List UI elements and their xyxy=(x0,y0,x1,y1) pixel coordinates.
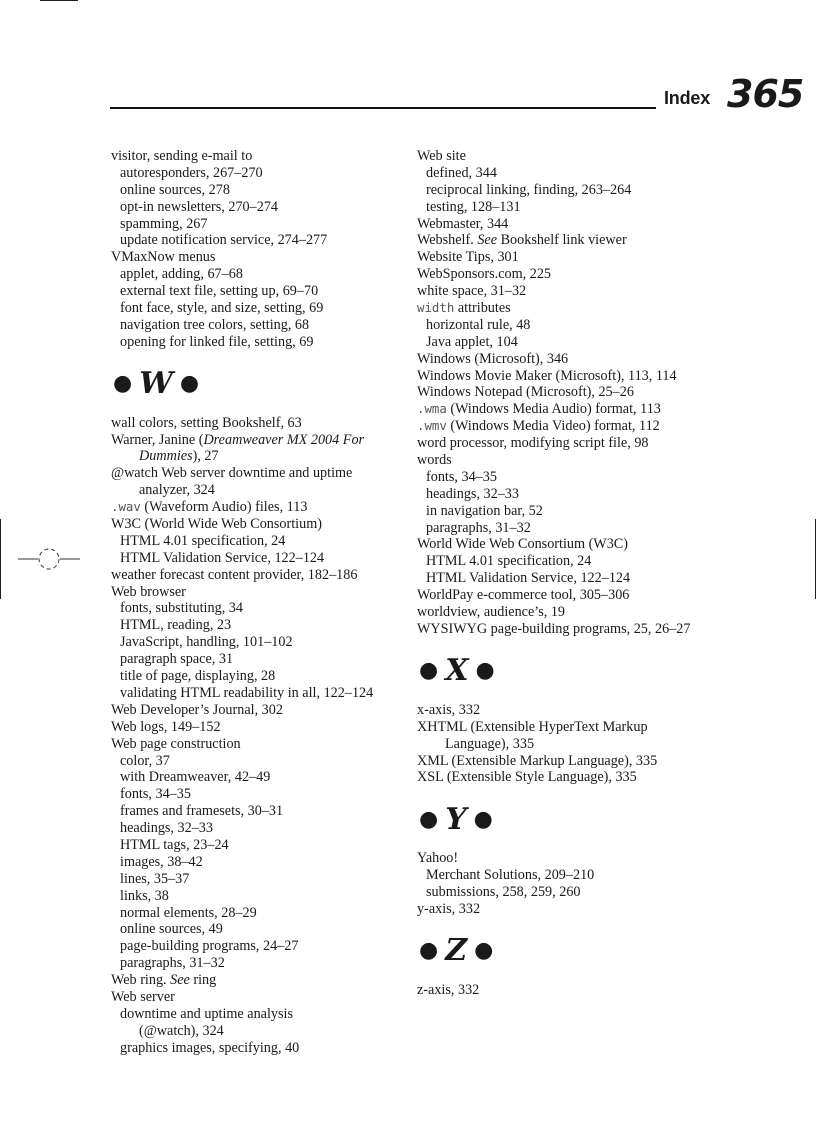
entry-text: defined, 344 xyxy=(426,164,497,181)
index-entry xyxy=(111,465,401,482)
index-entry xyxy=(417,283,747,300)
index-entry-continuation xyxy=(111,482,401,499)
index-subentry xyxy=(111,753,401,770)
section-heading-y: ● Y ● xyxy=(419,801,493,837)
entry-text: HTML Validation Service, 122–124 xyxy=(120,549,325,566)
section-heading-w: ● W ● xyxy=(113,366,200,402)
index-subentry xyxy=(111,199,401,216)
entry-text: spamming, 267 xyxy=(120,215,208,232)
index-entry-continuation xyxy=(111,1023,401,1040)
entry-text: fonts, substituting, 34 xyxy=(120,600,243,617)
entry-text: VMaxNow menus xyxy=(111,249,216,266)
entry-text: (Waveform Audio) files, 113 xyxy=(140,499,308,516)
index-entry xyxy=(417,266,747,283)
index-subentry xyxy=(111,533,401,550)
entry-text: paragraphs, 31–32 xyxy=(120,955,225,972)
index-subentry xyxy=(417,553,747,570)
section-heading-x: ● X ● xyxy=(419,653,495,689)
index-entry-continuation xyxy=(417,736,747,753)
entry-text: HTML 4.01 specification, 24 xyxy=(426,553,592,570)
index-subentry xyxy=(417,486,747,503)
entry-text: Webshelf. xyxy=(417,232,478,249)
index-subentry xyxy=(111,182,401,199)
entry-text: online sources, 49 xyxy=(120,921,223,938)
entry-text: Merchant Solutions, 209–210 xyxy=(426,867,595,884)
entry-text: XSL (Extensible Style Language), 335 xyxy=(417,769,637,786)
index-entry xyxy=(417,368,747,385)
index-subentry xyxy=(111,685,401,702)
entry-text: page-building programs, 24–27 xyxy=(120,938,299,955)
entry-text: Web page construction xyxy=(111,735,241,752)
index-entry xyxy=(417,249,747,266)
entry-text: WYSIWYG page-building programs, 25, 26–27 xyxy=(417,620,691,637)
entry-text: analyzer, 324 xyxy=(139,482,215,499)
index-subentry xyxy=(111,651,401,668)
index-entries xyxy=(111,148,401,351)
entry-text: WebSponsors.com, 225 xyxy=(417,266,552,283)
code-term: .wmv xyxy=(417,418,447,434)
index-subentry xyxy=(111,955,401,972)
entry-text: fonts, 34–35 xyxy=(426,468,497,485)
index-entry xyxy=(417,753,747,770)
entry-text: HTML Validation Service, 122–124 xyxy=(426,570,631,587)
entry-text: HTML tags, 23–24 xyxy=(120,836,229,853)
index-entry xyxy=(417,232,747,249)
entry-text: x-axis, 332 xyxy=(417,701,481,718)
index-subentry xyxy=(417,503,747,520)
entry-text: horizontal rule, 48 xyxy=(426,316,531,333)
entry-text: World Wide Web Consortium (W3C) xyxy=(417,536,628,553)
index-entry xyxy=(111,584,401,601)
section-heading-z: ● Z ● xyxy=(419,933,494,969)
index-entry xyxy=(417,435,747,452)
code-term: .wav xyxy=(111,499,141,515)
entry-text: XML (Extensible Markup Language), 335 xyxy=(417,752,658,769)
entry-text: font face, style, and size, setting, 69 xyxy=(120,300,324,317)
index-entry xyxy=(111,415,401,432)
entry-italic-text: See xyxy=(477,232,498,249)
entry-text: validating HTML readability in all, 122–124 xyxy=(120,684,374,701)
entry-text: Web site xyxy=(417,148,466,164)
entry-italic-text: Dummies xyxy=(139,448,193,465)
index-entry xyxy=(417,384,747,401)
index-subentry xyxy=(417,884,747,901)
entry-text: frames and framesets, 30–31 xyxy=(120,803,284,820)
index-subentry xyxy=(417,867,747,884)
entry-text: Web Developer’s Journal, 302 xyxy=(111,701,283,718)
header-rule xyxy=(110,107,656,109)
entry-text: images, 38–42 xyxy=(120,853,203,870)
entry-text: fonts, 34–35 xyxy=(120,786,191,803)
index-subentry xyxy=(111,232,401,249)
entry-text: online sources, 278 xyxy=(120,181,230,198)
entry-text: lines, 35–37 xyxy=(120,870,190,887)
entry-text: W3C (World Wide Web Consortium) xyxy=(111,516,322,533)
entry-text: testing, 128–131 xyxy=(426,198,521,215)
index-entry xyxy=(111,249,401,266)
registration-mark-icon xyxy=(18,546,80,572)
index-subentry xyxy=(111,803,401,820)
index-subentry xyxy=(111,216,401,233)
index-entry xyxy=(111,719,401,736)
entry-text: applet, adding, 67–68 xyxy=(120,266,243,283)
index-subentry xyxy=(111,165,401,182)
entry-text: worldview, audience’s, 19 xyxy=(417,604,566,621)
index-subentry xyxy=(111,266,401,283)
crop-mark-left xyxy=(0,519,1,599)
entry-text: normal elements, 28–29 xyxy=(120,904,257,921)
index-entry xyxy=(417,604,747,621)
entry-text: z-axis, 332 xyxy=(417,981,480,998)
index-subentry xyxy=(111,617,401,634)
index-subentry xyxy=(111,634,401,651)
entry-text: Java applet, 104 xyxy=(426,333,518,350)
entry-text: Web server xyxy=(111,988,175,1005)
entry-text: Language), 335 xyxy=(445,735,535,752)
entry-text: headings, 32–33 xyxy=(426,485,519,502)
index-entry xyxy=(417,719,747,736)
entry-text: Web ring. xyxy=(111,972,171,989)
entry-text: downtime and uptime analysis xyxy=(120,1005,293,1022)
entry-text: navigation tree colors, setting, 68 xyxy=(120,316,310,333)
entry-text: opt-in newsletters, 270–274 xyxy=(120,198,279,215)
entry-text: Web logs, 149–152 xyxy=(111,718,221,735)
index-subentry xyxy=(111,820,401,837)
entry-text: word processor, modifying script file, 98 xyxy=(417,435,649,452)
index-subentry xyxy=(417,469,747,486)
entry-text: in navigation bar, 52 xyxy=(426,502,543,519)
index-entry xyxy=(417,621,747,638)
entry-italic-text: See xyxy=(170,972,190,989)
entry-text: update notification service, 274–277 xyxy=(120,232,328,249)
index-entry xyxy=(417,148,747,165)
index-entry xyxy=(111,432,401,449)
index-subentry xyxy=(111,334,401,351)
index-entries xyxy=(417,982,747,999)
entry-text: Windows Notepad (Microsoft), 25–26 xyxy=(417,384,634,401)
entry-text: HTML, reading, 23 xyxy=(120,617,232,634)
entry-text: graphics images, specifying, 40 xyxy=(120,1039,300,1056)
index-entry xyxy=(417,401,747,418)
index-entry xyxy=(417,982,747,999)
entry-text-tail: ring xyxy=(189,972,217,989)
entry-text: @watch Web server downtime and uptime xyxy=(111,465,353,482)
index-subentry xyxy=(111,300,401,317)
index-subentry xyxy=(111,1040,401,1057)
entry-text: (Windows Media Video) format, 112 xyxy=(446,418,660,435)
entry-text: Warner, Janine ( xyxy=(111,431,204,448)
index-entry xyxy=(417,452,747,469)
entry-text: y-axis, 332 xyxy=(417,900,481,917)
index-subentry xyxy=(111,1006,401,1023)
index-entries xyxy=(111,415,401,1057)
index-subentry xyxy=(111,854,401,871)
running-header-label: Index xyxy=(664,88,711,108)
index-subentry xyxy=(111,871,401,888)
index-entries xyxy=(417,850,747,918)
index-entry xyxy=(417,536,747,553)
code-term: width xyxy=(417,300,455,316)
index-subentry xyxy=(111,317,401,334)
index-subentry xyxy=(417,317,747,334)
index-entry xyxy=(417,300,747,317)
index-entry xyxy=(417,587,747,604)
index-entry xyxy=(417,769,747,786)
entry-text-tail: ), 27 xyxy=(192,448,219,465)
index-entry xyxy=(417,216,747,233)
entry-text: attributes xyxy=(454,300,511,317)
entry-text: (@watch), 324 xyxy=(139,1022,224,1039)
index-entry xyxy=(417,901,747,918)
entry-text: links, 38 xyxy=(120,887,169,904)
index-entry xyxy=(111,499,401,516)
entry-text: WorldPay e-commerce tool, 305–306 xyxy=(417,587,630,604)
index-entry xyxy=(111,148,401,165)
index-subentry xyxy=(111,905,401,922)
entry-text: opening for linked file, setting, 69 xyxy=(120,333,314,350)
entry-text: Webmaster, 344 xyxy=(417,215,509,232)
index-entry xyxy=(111,972,401,989)
entry-text: with Dreamweaver, 42–49 xyxy=(120,769,271,786)
index-subentry xyxy=(111,837,401,854)
entry-text: submissions, 258, 259, 260 xyxy=(426,884,581,901)
index-subentry xyxy=(111,668,401,685)
entry-text: HTML 4.01 specification, 24 xyxy=(120,532,286,549)
index-column-left xyxy=(111,148,401,1057)
index-subentry xyxy=(417,570,747,587)
index-entry xyxy=(417,418,747,435)
index-entry xyxy=(111,989,401,1006)
index-subentry xyxy=(111,550,401,567)
index-entry xyxy=(111,736,401,753)
code-term: .wma xyxy=(417,401,447,417)
index-subentry xyxy=(111,600,401,617)
entry-text: headings, 32–33 xyxy=(120,820,213,837)
index-entry xyxy=(111,702,401,719)
entry-text-tail: Bookshelf link viewer xyxy=(497,232,627,249)
entry-text: autoresponders, 267–270 xyxy=(120,164,263,181)
entry-italic-text: Dreamweaver MX 2004 For xyxy=(203,431,365,448)
entry-text: weather forecast content provider, 182–186 xyxy=(111,566,358,583)
entry-text: Windows (Microsoft), 346 xyxy=(417,350,569,367)
entry-text: paragraphs, 31–32 xyxy=(426,519,531,536)
entry-text: Website Tips, 301 xyxy=(417,249,519,266)
index-entry-continuation xyxy=(111,448,401,465)
index-subentry xyxy=(111,938,401,955)
entry-text: visitor, sending e-mail to xyxy=(111,148,253,164)
index-subentry xyxy=(111,769,401,786)
index-entry xyxy=(417,850,747,867)
entry-text: JavaScript, handling, 101–102 xyxy=(120,634,293,651)
entry-text: words xyxy=(417,452,452,469)
entry-text: title of page, displaying, 28 xyxy=(120,668,276,685)
index-subentry xyxy=(111,283,401,300)
page-number: 365 xyxy=(727,72,804,116)
index-subentry xyxy=(417,334,747,351)
entry-text: XHTML (Extensible HyperText Markup xyxy=(417,718,648,735)
entry-text: external text file, setting up, 69–70 xyxy=(120,283,319,300)
entry-text: white space, 31–32 xyxy=(417,283,527,300)
index-subentry xyxy=(111,921,401,938)
entry-text: Web browser xyxy=(111,583,186,600)
index-column-right xyxy=(417,148,747,999)
index-entry xyxy=(111,567,401,584)
index-entries xyxy=(417,148,747,638)
index-subentry xyxy=(111,786,401,803)
entry-text: Windows Movie Maker (Microsoft), 113, 114 xyxy=(417,367,677,384)
entry-text: paragraph space, 31 xyxy=(120,651,234,668)
index-subentry xyxy=(417,165,747,182)
entry-text: Yahoo! xyxy=(417,850,459,867)
entry-text: (Windows Media Audio) format, 113 xyxy=(446,401,661,418)
entry-text: color, 37 xyxy=(120,752,170,769)
index-subentry xyxy=(417,520,747,537)
index-entry xyxy=(417,702,747,719)
crop-mark-top xyxy=(40,0,78,1)
entry-text: reciprocal linking, finding, 263–264 xyxy=(426,181,632,198)
index-subentry xyxy=(111,888,401,905)
index-entries xyxy=(417,702,747,786)
index-entry xyxy=(111,516,401,533)
index-entry xyxy=(417,351,747,368)
index-subentry xyxy=(417,199,747,216)
index-subentry xyxy=(417,182,747,199)
entry-text: wall colors, setting Bookshelf, 63 xyxy=(111,414,302,431)
